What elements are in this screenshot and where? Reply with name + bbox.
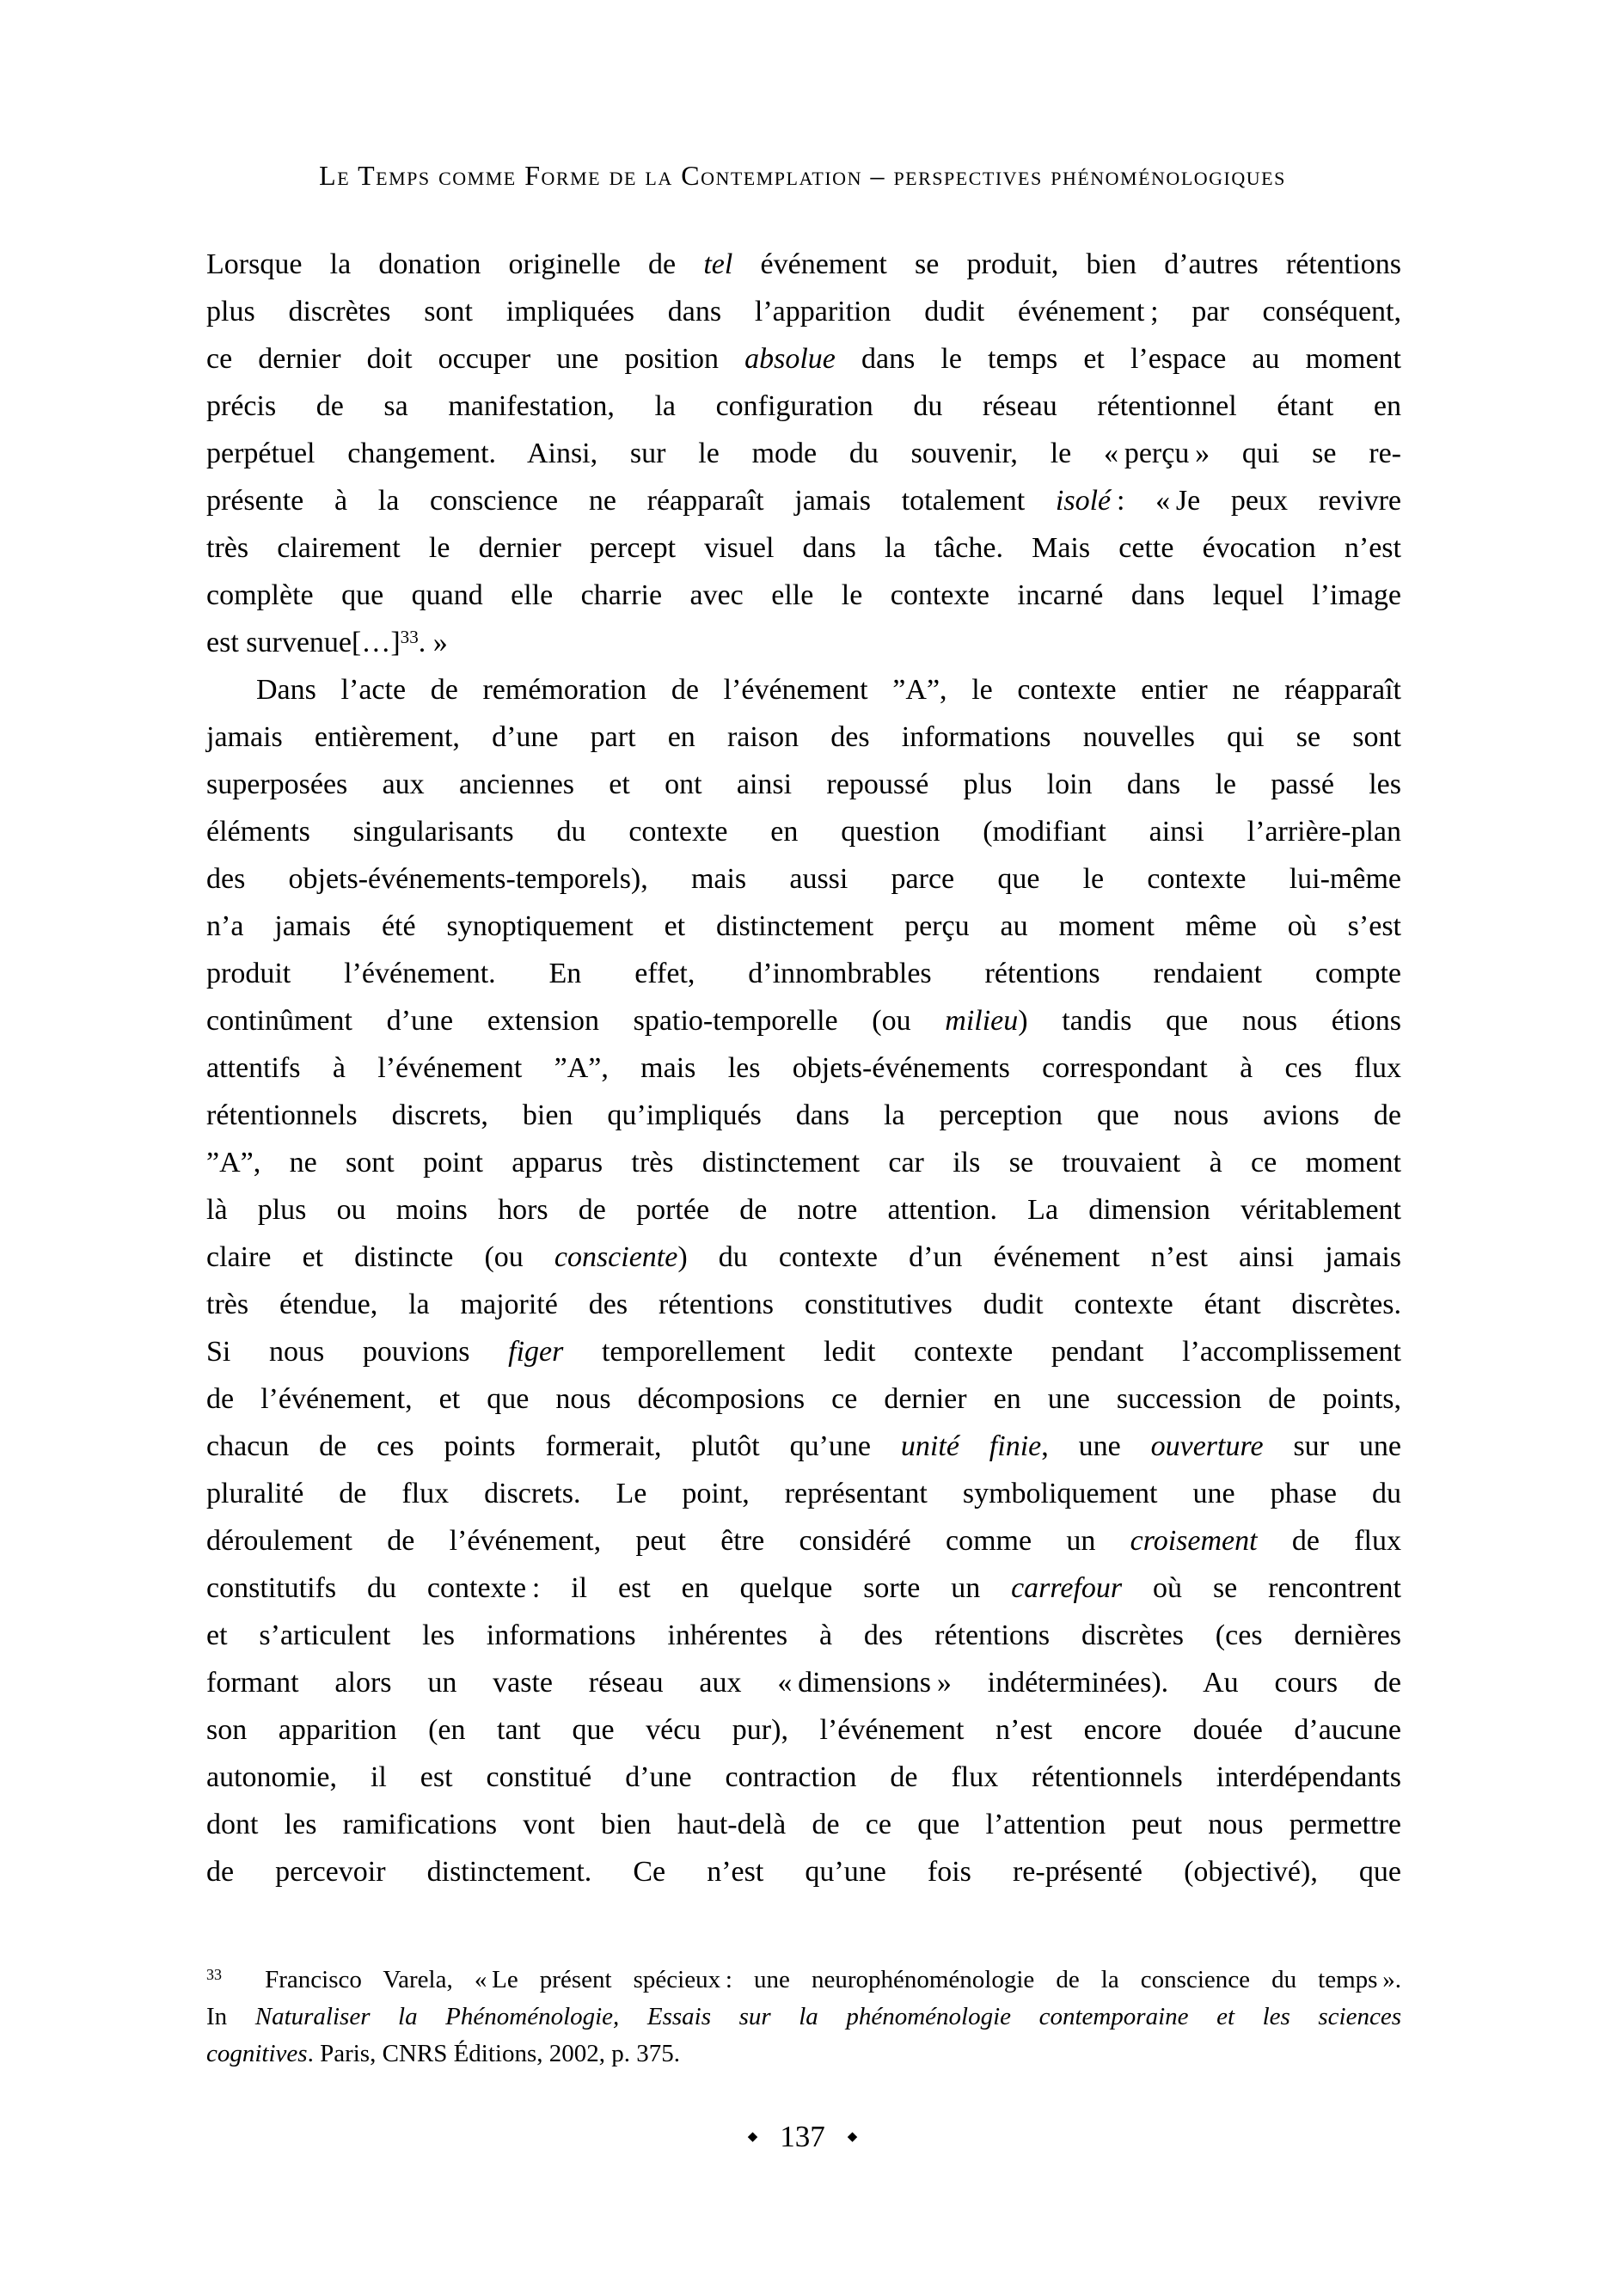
body-line xyxy=(206,1044,1401,1092)
text-run: rétentionnels discrets, bien qu’impliqués dans la perception que nous avions de xyxy=(206,1099,1401,1131)
italic-text-run: isolé xyxy=(1055,485,1112,517)
body-line xyxy=(206,241,1401,288)
text-run: est survenue[…] xyxy=(206,627,401,658)
body-line xyxy=(206,1848,1401,1895)
text-run: complète que quand elle charrie avec elle le contexte incarné dans lequel l’image xyxy=(206,579,1401,611)
text-run: autonomie, il est constitué d’une contraction de flux rétentionnels interdépendants xyxy=(206,1761,1401,1793)
body-text xyxy=(206,241,1401,1895)
italic-text-run: tel xyxy=(703,248,733,280)
text-run: Dans l’acte de remémoration de l’événement ”A”, le contexte entier ne réapparaît xyxy=(256,674,1401,706)
text-run: dans le temps et l’espace au moment xyxy=(835,343,1401,375)
italic-text-run: ouverture xyxy=(1150,1430,1264,1462)
body-line xyxy=(206,1801,1401,1848)
text-run: jamais entièrement, d’une part en raison des informations nouvelles qui se sont xyxy=(206,721,1401,753)
text-run: perpétuel changement. Ainsi, sur le mode du souvenir, le « perçu » qui se re- xyxy=(206,438,1401,469)
body-line xyxy=(206,1186,1401,1234)
text-run: chacun de ces points formerait, plutôt qu’une xyxy=(206,1430,901,1462)
page-number: 137 xyxy=(780,2120,825,2153)
body-line xyxy=(206,761,1401,808)
body-line xyxy=(206,524,1401,572)
body-line xyxy=(206,383,1401,430)
text-run: Francisco Varela, « Le présent spécieux : une neurophénoménologie de la conscience du temps ». xyxy=(221,1966,1401,1993)
italic-text-run: figer xyxy=(508,1336,564,1368)
text-run: de percevoir distinctement. Ce n’est qu’une fois re-présenté (objectivé), que xyxy=(206,1856,1401,1888)
text-run: pluralité de flux discrets. Le point, représentant symboliquement une phase du xyxy=(206,1478,1401,1509)
text-run: de flux xyxy=(1257,1525,1402,1557)
text-run: sur une xyxy=(1263,1430,1401,1462)
text-run: précis de sa manifestation, la configuration du réseau rétentionnel étant en xyxy=(206,390,1401,422)
italic-text-run: absolue xyxy=(744,343,836,375)
text-run: plus discrètes sont impliquées dans l’apparition dudit événement ; par conséquent, xyxy=(206,296,1401,328)
body-line xyxy=(206,477,1401,524)
text-run: éléments singularisants du contexte en question (modifiant ainsi l’arrière-plan xyxy=(206,816,1401,848)
text-run: présente à la conscience ne réapparaît jamais totalement xyxy=(206,485,1056,517)
italic-text-run: milieu xyxy=(945,1005,1019,1037)
text-run: temporellement ledit contexte pendant l’accomplissement xyxy=(563,1336,1401,1368)
italic-text-run: consciente xyxy=(554,1241,678,1273)
footnote xyxy=(206,1962,1401,2073)
diamond-ornament-right-icon: ◆ xyxy=(847,2130,858,2144)
text-run: superposées aux anciennes et ont ainsi repoussé plus loin dans le passé les xyxy=(206,768,1401,800)
text-run: et s’articulent les informations inhérentes à des rétentions discrètes (ces dernières xyxy=(206,1619,1401,1651)
text-run: In xyxy=(206,2003,255,2030)
body-line xyxy=(206,950,1401,997)
text-run: ) du contexte d’un événement n’est ainsi jamais xyxy=(677,1241,1402,1273)
body-line xyxy=(206,1470,1401,1517)
text-run: Si nous pouvions xyxy=(206,1336,509,1368)
text-run: dont les ramifications vont bien haut-delà de ce que l’attention peut nous permettre xyxy=(206,1809,1401,1840)
italic-text-run: cognitives xyxy=(206,2040,308,2067)
text-run: ”A”, ne sont point apparus très distinctement car ils se trouvaient à ce moment xyxy=(206,1147,1401,1179)
page-number-row xyxy=(0,2116,1605,2158)
text-run: : « Je peux revivre xyxy=(1111,485,1401,517)
body-line xyxy=(206,619,1401,666)
footnote-reference: 33 xyxy=(400,626,419,647)
body-line xyxy=(206,430,1401,477)
italic-text-run: unité finie xyxy=(900,1430,1042,1462)
body-line xyxy=(206,1517,1401,1564)
text-run: continûment d’une extension spatio-temporelle (ou xyxy=(206,1005,946,1037)
body-line xyxy=(206,1564,1401,1612)
body-line xyxy=(206,1139,1401,1186)
body-line xyxy=(206,572,1401,619)
running-header: Le Temps comme Forme de la Contemplation – perspectives phénoménologiques xyxy=(319,160,1286,191)
body-line xyxy=(206,997,1401,1044)
text-run: formant alors un vaste réseau aux « dimensions » indéterminées). Au cours de xyxy=(206,1667,1401,1699)
body-line xyxy=(206,1612,1401,1659)
footnote-reference: 33 xyxy=(206,1966,222,1984)
body-line xyxy=(206,1754,1401,1801)
text-run: n’a jamais été synoptiquement et distinctement perçu au moment même où s’est xyxy=(206,910,1401,942)
body-line xyxy=(206,335,1401,383)
text-run: ) tandis que nous étions xyxy=(1018,1005,1401,1037)
italic-text-run: carrefour xyxy=(1011,1572,1123,1604)
text-run: claire et distincte (ou xyxy=(206,1241,554,1273)
text-run: . Paris, CNRS Éditions, 2002, p. 375. xyxy=(307,2040,681,2067)
text-run: très étendue, la majorité des rétentions constitutives dudit contexte étant discrètes. xyxy=(206,1289,1401,1320)
body-line xyxy=(206,1423,1401,1470)
body-line xyxy=(206,903,1401,950)
text-run: ce dernier doit occuper une position xyxy=(206,343,745,375)
text-run: , une xyxy=(1041,1430,1151,1462)
body-line xyxy=(206,1234,1401,1281)
text-run: attentifs à l’événement ”A”, mais les objets-événements correspondant à ces flux xyxy=(206,1052,1401,1084)
body-line xyxy=(206,1092,1401,1139)
text-run: de l’événement, et que nous décomposions ce dernier en une succession de points, xyxy=(206,1383,1401,1415)
body-line xyxy=(206,288,1401,335)
diamond-ornament-left-icon: ◆ xyxy=(747,2130,758,2144)
body-line xyxy=(206,1375,1401,1423)
body-line xyxy=(206,1706,1401,1754)
text-run: constitutifs du contexte : il est en quelque sorte un xyxy=(206,1572,1012,1604)
italic-text-run: croisement xyxy=(1130,1525,1258,1557)
body-line xyxy=(206,666,1401,713)
body-line xyxy=(206,808,1401,855)
footnote-line xyxy=(206,1962,1401,1999)
text-run: produit l’événement. En effet, d’innombrables rétentions rendaient compte xyxy=(206,958,1401,989)
italic-text-run: Naturaliser la Phénoménologie, Essais sur la phénoménologie contemporaine et les sciences xyxy=(254,2003,1401,2030)
body-line xyxy=(206,1281,1401,1328)
text-run: là plus ou moins hors de portée de notre attention. La dimension véritablement xyxy=(206,1194,1401,1226)
text-run: . » xyxy=(418,627,448,658)
text-run: déroulement de l’événement, peut être considéré comme un xyxy=(206,1525,1130,1557)
text-run: son apparition (en tant que vécu pur), l’événement n’est encore douée d’aucune xyxy=(206,1714,1401,1746)
body-line xyxy=(206,1328,1401,1375)
body-line xyxy=(206,713,1401,761)
text-run: où se rencontrent xyxy=(1122,1572,1401,1604)
footnote-line xyxy=(206,1999,1401,2036)
footnote-line xyxy=(206,2036,1401,2073)
body-line xyxy=(206,1659,1401,1706)
text-run: des objets-événements-temporels), mais aussi parce que le contexte lui-même xyxy=(206,863,1401,895)
text-run: Lorsque la donation originelle de xyxy=(206,248,704,280)
text-run: très clairement le dernier percept visuel dans la tâche. Mais cette évocation n’est xyxy=(206,532,1401,564)
body-line xyxy=(206,855,1401,903)
text-run: événement se produit, bien d’autres rétentions xyxy=(732,248,1401,280)
